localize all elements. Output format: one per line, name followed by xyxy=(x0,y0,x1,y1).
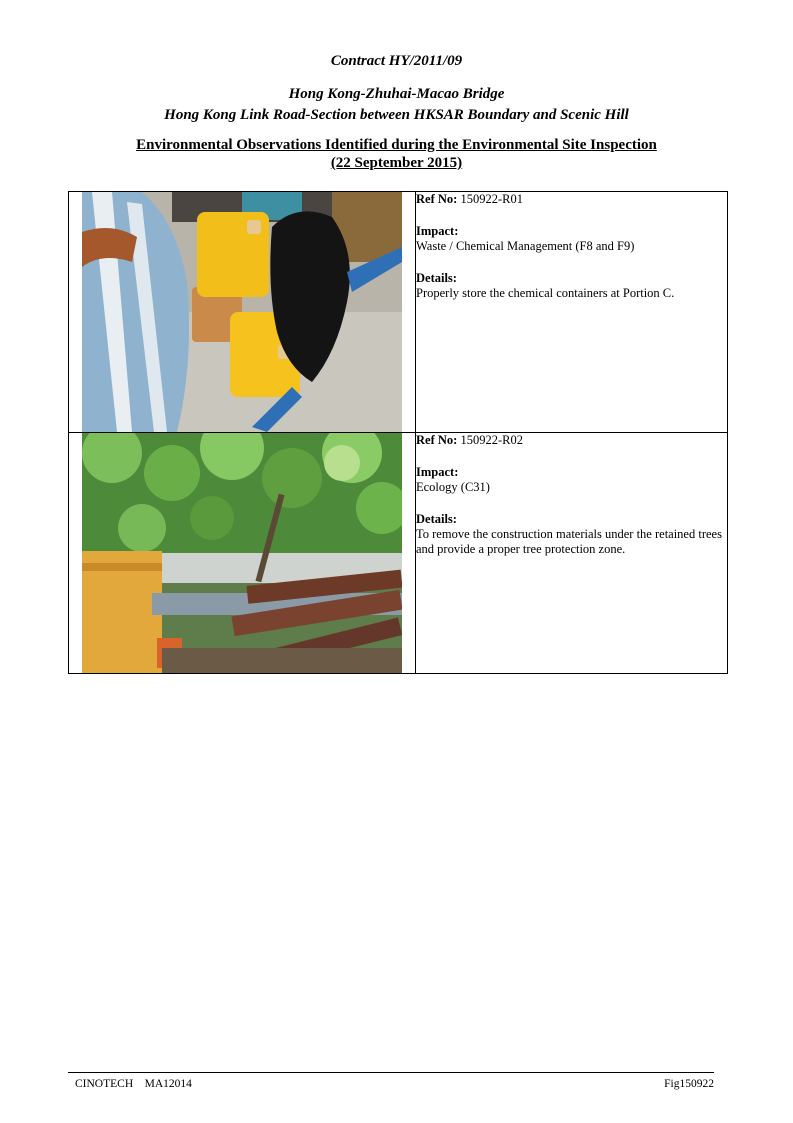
impact-value: Ecology (C31) xyxy=(416,480,490,494)
ref-no-value: 150922-R01 xyxy=(460,192,523,206)
observations-table xyxy=(68,191,728,674)
inspection-date: (22 September 2015) xyxy=(330,155,463,171)
ref-no-value: 150922-R02 xyxy=(460,433,523,447)
details-label: Details: xyxy=(416,512,457,526)
footer-divider xyxy=(68,1072,714,1073)
impact-value: Waste / Chemical Management (F8 and F9) xyxy=(416,239,635,253)
details-value: To remove the construction materials under the retained trees and provide a proper tree protection zone. xyxy=(416,527,722,556)
contract-code: MA12014 xyxy=(144,1078,192,1090)
ref-no-label: Ref No: xyxy=(416,433,458,447)
project-section: Hong Kong Link Road-Section between HKSAR Boundary and Scenic Hill xyxy=(164,107,629,123)
observation-details xyxy=(416,192,728,433)
details-value: Properly store the chemical containers at Portion C. xyxy=(416,286,675,300)
project-name: Hong Kong-Zhuhai-Macao Bridge xyxy=(288,86,505,102)
observation-details xyxy=(416,433,728,674)
ref-no-label: Ref No: xyxy=(416,192,458,206)
construction-materials-photo xyxy=(82,433,402,673)
observations-title: Environmental Observations Identified during the Environmental Site Inspection xyxy=(136,137,657,153)
details-label: Details: xyxy=(416,271,457,285)
photo-cell xyxy=(69,433,416,674)
document-header xyxy=(0,52,793,172)
footer-company xyxy=(75,1078,192,1090)
figure-reference: Fig150922 xyxy=(664,1078,714,1090)
observation-row xyxy=(69,192,728,433)
observation-row xyxy=(69,433,728,674)
company-name: CINOTECH xyxy=(75,1078,134,1090)
contract-title: Contract HY/2011/09 xyxy=(330,53,463,69)
impact-label: Impact: xyxy=(416,465,459,479)
impact-label: Impact: xyxy=(416,224,459,238)
photo-cell xyxy=(69,192,416,433)
chemical-containers-photo xyxy=(82,192,402,432)
